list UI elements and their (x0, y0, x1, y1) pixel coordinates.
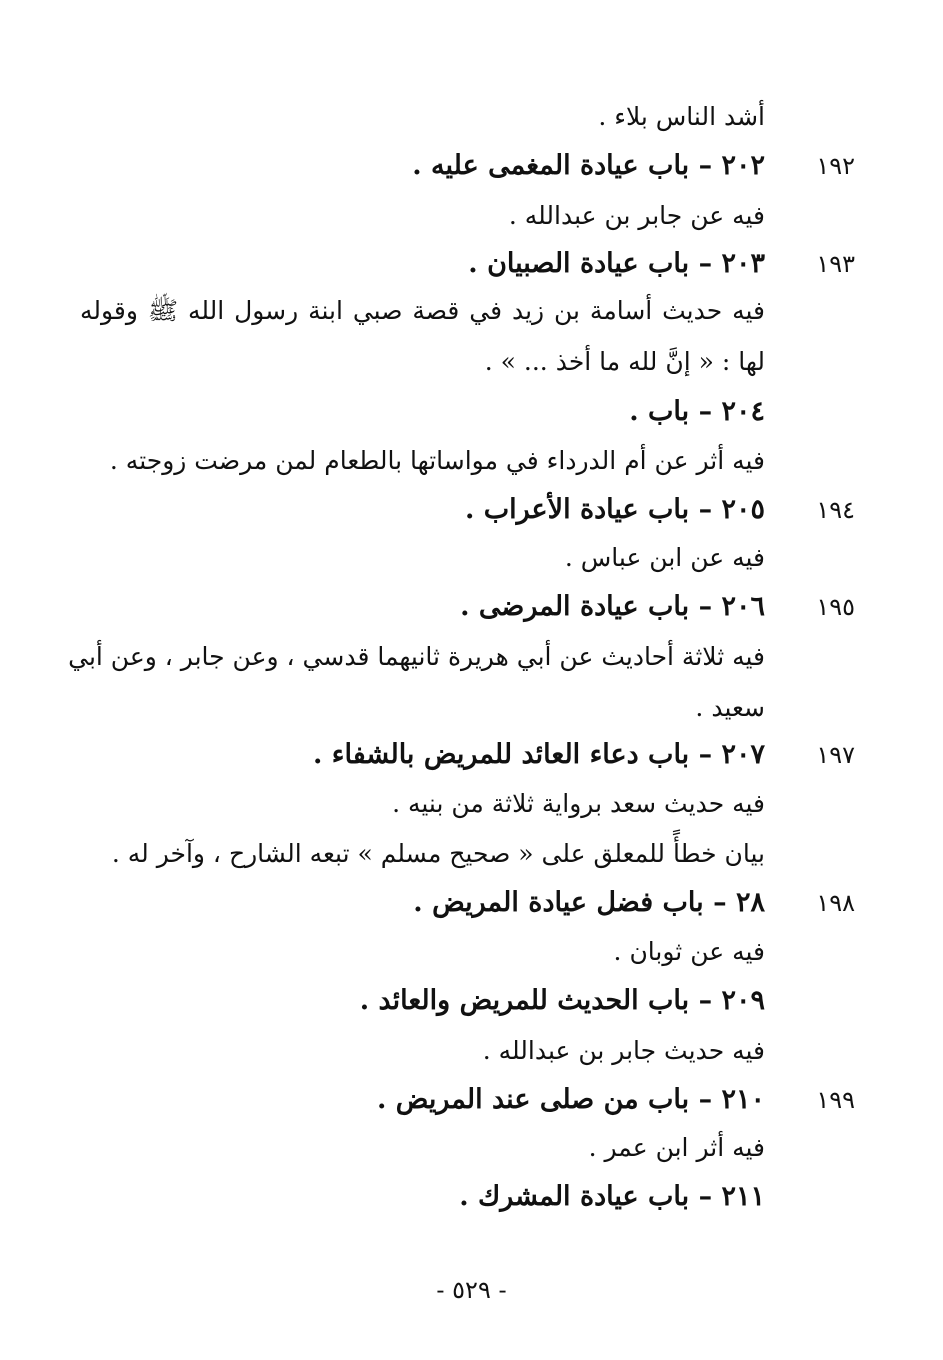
chapter-heading: ٢٠٦ – باب عيادة المرضى . (460, 591, 765, 622)
chapter-heading: ٢١٠ – باب من صلى عند المريض . (376, 1084, 765, 1115)
entry-number: ١٩٥ (816, 593, 855, 621)
entry-number: ١٩٢ (816, 152, 855, 180)
chapter-heading: ٢٠٩ – باب الحديث للمريض والعائد . (359, 985, 765, 1016)
text-line: فيه أثر ابن عمر . (588, 1133, 765, 1162)
entry-number: ١٩٩ (816, 1086, 855, 1114)
text-line: سعيد . (695, 693, 765, 722)
text-line: فيه ثلاثة أحاديث عن أبي هريرة ثانيهما قدسي ، وعن جابر ، وعن أبي (68, 642, 765, 671)
text-line: فيه حديث أسامة بن زيد في قصة صبي ابنة رسول الله ﷺ وقوله (80, 296, 765, 325)
chapter-heading: ٢٠٣ – باب عيادة الصبيان . (468, 248, 765, 279)
chapter-heading: ٢٠٢ – باب عيادة المغمى عليه . (412, 150, 765, 181)
entry-number: ١٩٤ (816, 496, 855, 524)
text-line: أشد الناس بلاء . (598, 102, 765, 131)
chapter-heading: ٢٠٧ – باب دعاء العائد للمريض بالشفاء . (313, 739, 765, 770)
text-line: فيه عن ثوبان . (613, 937, 765, 966)
text-line: فيه حديث جابر بن عبدالله . (482, 1036, 765, 1065)
text-line: فيه حديث سعد برواية ثلاثة من بنيه . (392, 789, 765, 818)
entry-number: ١٩٣ (816, 250, 855, 278)
chapter-heading: ٢٠٥ – باب عيادة الأعراب . (464, 494, 765, 525)
page-number: - ٥٢٩ - (436, 1276, 507, 1304)
chapter-heading: ٢٠٤ – باب . (629, 396, 765, 427)
text-line: لها : « إنَّ لله ما أخذ ... » . (484, 347, 765, 376)
entry-number: ١٩٨ (816, 889, 855, 917)
chapter-heading: ٢٨ – باب فضل عيادة المريض . (413, 887, 765, 918)
text-line: فيه أثر عن أم الدرداء في مواساتها بالطعام لمن مرضت زوجته . (109, 446, 765, 475)
entry-number: ١٩٧ (816, 741, 855, 769)
text-line: بيان خطأً للمعلق على « صحيح مسلم » تبعه الشارح ، وآخر له . (111, 839, 765, 868)
text-line: فيه عن جابر بن عبدالله . (508, 201, 765, 230)
chapter-heading: ٢١١ – باب عيادة المشرك . (459, 1181, 765, 1212)
text-line: فيه عن ابن عباس . (564, 543, 765, 572)
